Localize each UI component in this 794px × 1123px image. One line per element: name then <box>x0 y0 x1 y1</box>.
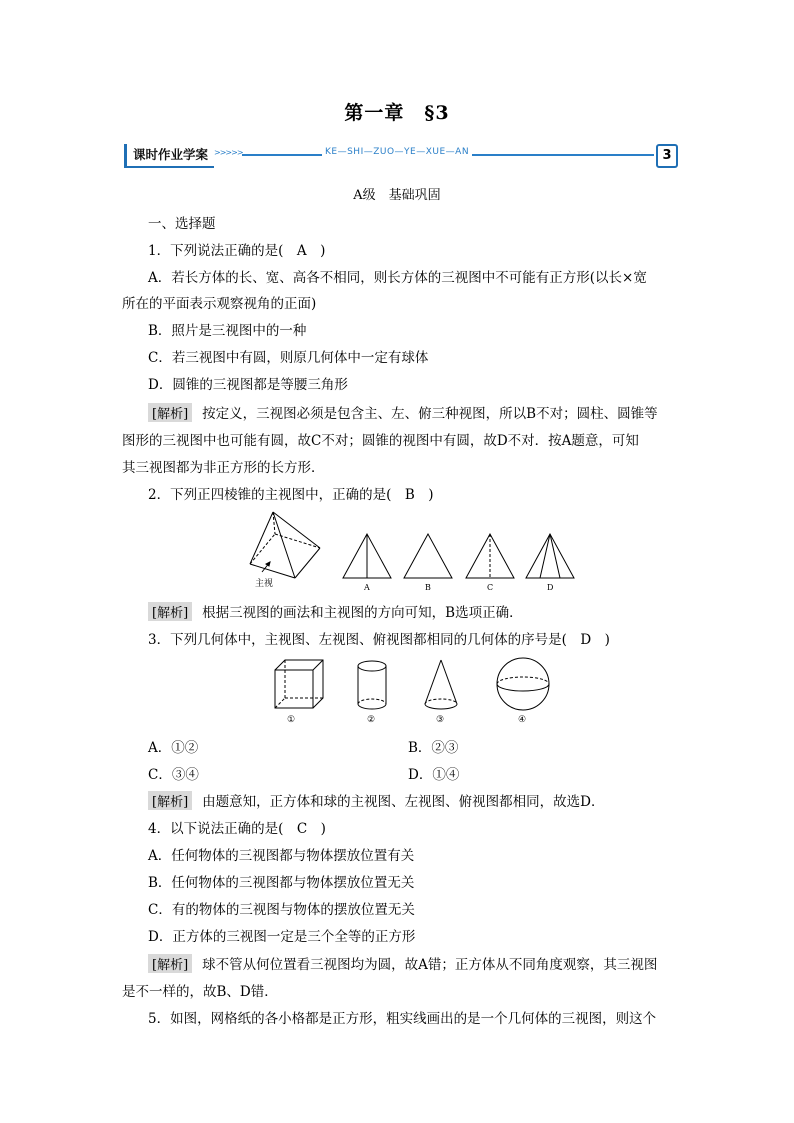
q1-stem: 1．下列说法正确的是( A ) <box>148 243 326 259</box>
banner-number: 3 <box>656 144 678 168</box>
q3-fig-label-4: ④ <box>518 715 527 725</box>
q4-stem: 4．以下说法正确的是( C ) <box>148 821 326 837</box>
cylinder-figure <box>358 661 386 709</box>
q2-stem: 2．下列正四棱锥的主视图中，正确的是( B ) <box>148 487 434 503</box>
q2-exp: 根据三视图的画法和主视图的方向可知，B选项正确． <box>202 605 523 621</box>
q4-explanation-line1 <box>148 953 657 973</box>
q3-explanation <box>148 790 604 810</box>
q4-exp1: 球不管从何位置看三视图均为圆，故A错；正方体从不同角度观察，其三视图 <box>202 957 658 973</box>
q3-option-c: C．③④ <box>148 767 199 783</box>
section-heading: 一、选择题 <box>148 216 216 232</box>
q2-explanation <box>148 601 523 621</box>
q1-option-c: C．若三视图中有圆，则原几何体中一定有球体 <box>148 350 429 366</box>
q2-main-view-label: 主视 <box>255 579 274 589</box>
q1-option-a-line2: 所在的平面表示观察视角的正面) <box>122 296 317 312</box>
q3-option-b: B．②③ <box>408 740 459 756</box>
cone-figure <box>425 660 457 709</box>
section-banner <box>122 144 678 168</box>
q2-fig-label-b: B <box>425 583 431 592</box>
page-title: 第一章 §3 <box>344 102 450 124</box>
q3-fig-label-1: ① <box>287 715 296 725</box>
q1-option-b: B．照片是三视图中的一种 <box>148 323 307 339</box>
q3-exp: 由题意知，正方体和球的主视图、左视图、俯视图都相同，故选D． <box>202 794 605 810</box>
q3-figure <box>265 656 555 726</box>
analysis-tag: [解析] <box>148 791 192 810</box>
q3-fig-label-3: ③ <box>436 715 445 725</box>
banner-arrows: >>>>> <box>214 148 243 157</box>
banner-pinyin: KE—SHI—ZUO—YE—XUE—AN <box>322 147 472 157</box>
q1-exp1: 按定义，三视图必须是包含主、左、俯三种视图，所以B不对；圆柱、圆锥等 <box>202 406 658 422</box>
analysis-tag: [解析] <box>148 602 192 621</box>
q1-explanation-line3: 其三视图都为非正方形的长方形． <box>122 460 325 476</box>
q2-fig-label-d: D <box>547 583 554 592</box>
q3-option-d: D．①④ <box>408 767 460 783</box>
q1-explanation-line1 <box>148 402 658 422</box>
q5-stem: 5．如图，网格纸的各小格都是正方形，粗实线画出的是一个几何体的三视图，则这个 <box>148 1011 657 1027</box>
q4-option-a: A．任何物体的三视图都与物体摆放位置有关 <box>148 848 415 864</box>
q3-stem: 3．下列几何体中，主视图、左视图、俯视图都相同的几何体的序号是( D ) <box>148 632 610 648</box>
q1-explanation-line2: 图形的三视图中也可能有圆，故C不对；圆锥的视图中有圆，故D不对．按A题意，可知 <box>122 433 639 449</box>
pyramid-figure <box>250 512 320 578</box>
q4-option-d: D．正方体的三视图一定是三个全等的正方形 <box>148 929 416 945</box>
q3-fig-label-2: ② <box>367 715 376 725</box>
level-heading: A级 基础巩固 <box>353 188 441 203</box>
q3-option-a: A．①② <box>148 740 199 756</box>
q1-option-a-line1: A．若长方体的长、宽、高各不相同，则长方体的三视图中不可能有正方形(以长×宽 <box>148 270 647 286</box>
analysis-tag: [解析] <box>148 403 192 422</box>
q4-option-b: B．任何物体的三视图都与物体摆放位置无关 <box>148 875 415 891</box>
q1-option-d: D．圆锥的三视图都是等腰三角形 <box>148 377 348 393</box>
q2-fig-label-a: A <box>364 583 370 592</box>
cube-figure <box>275 660 323 708</box>
sphere-figure <box>497 658 549 710</box>
q2-fig-label-c: C <box>487 583 494 592</box>
analysis-tag: [解析] <box>148 954 192 973</box>
banner-label: 课时作业学案 <box>124 144 214 168</box>
q2-figure <box>240 506 590 596</box>
q4-option-c: C．有的物体的三视图与物体的摆放位置无关 <box>148 902 415 918</box>
q4-explanation-line2: 是不一样的，故B、D错． <box>122 984 278 1000</box>
